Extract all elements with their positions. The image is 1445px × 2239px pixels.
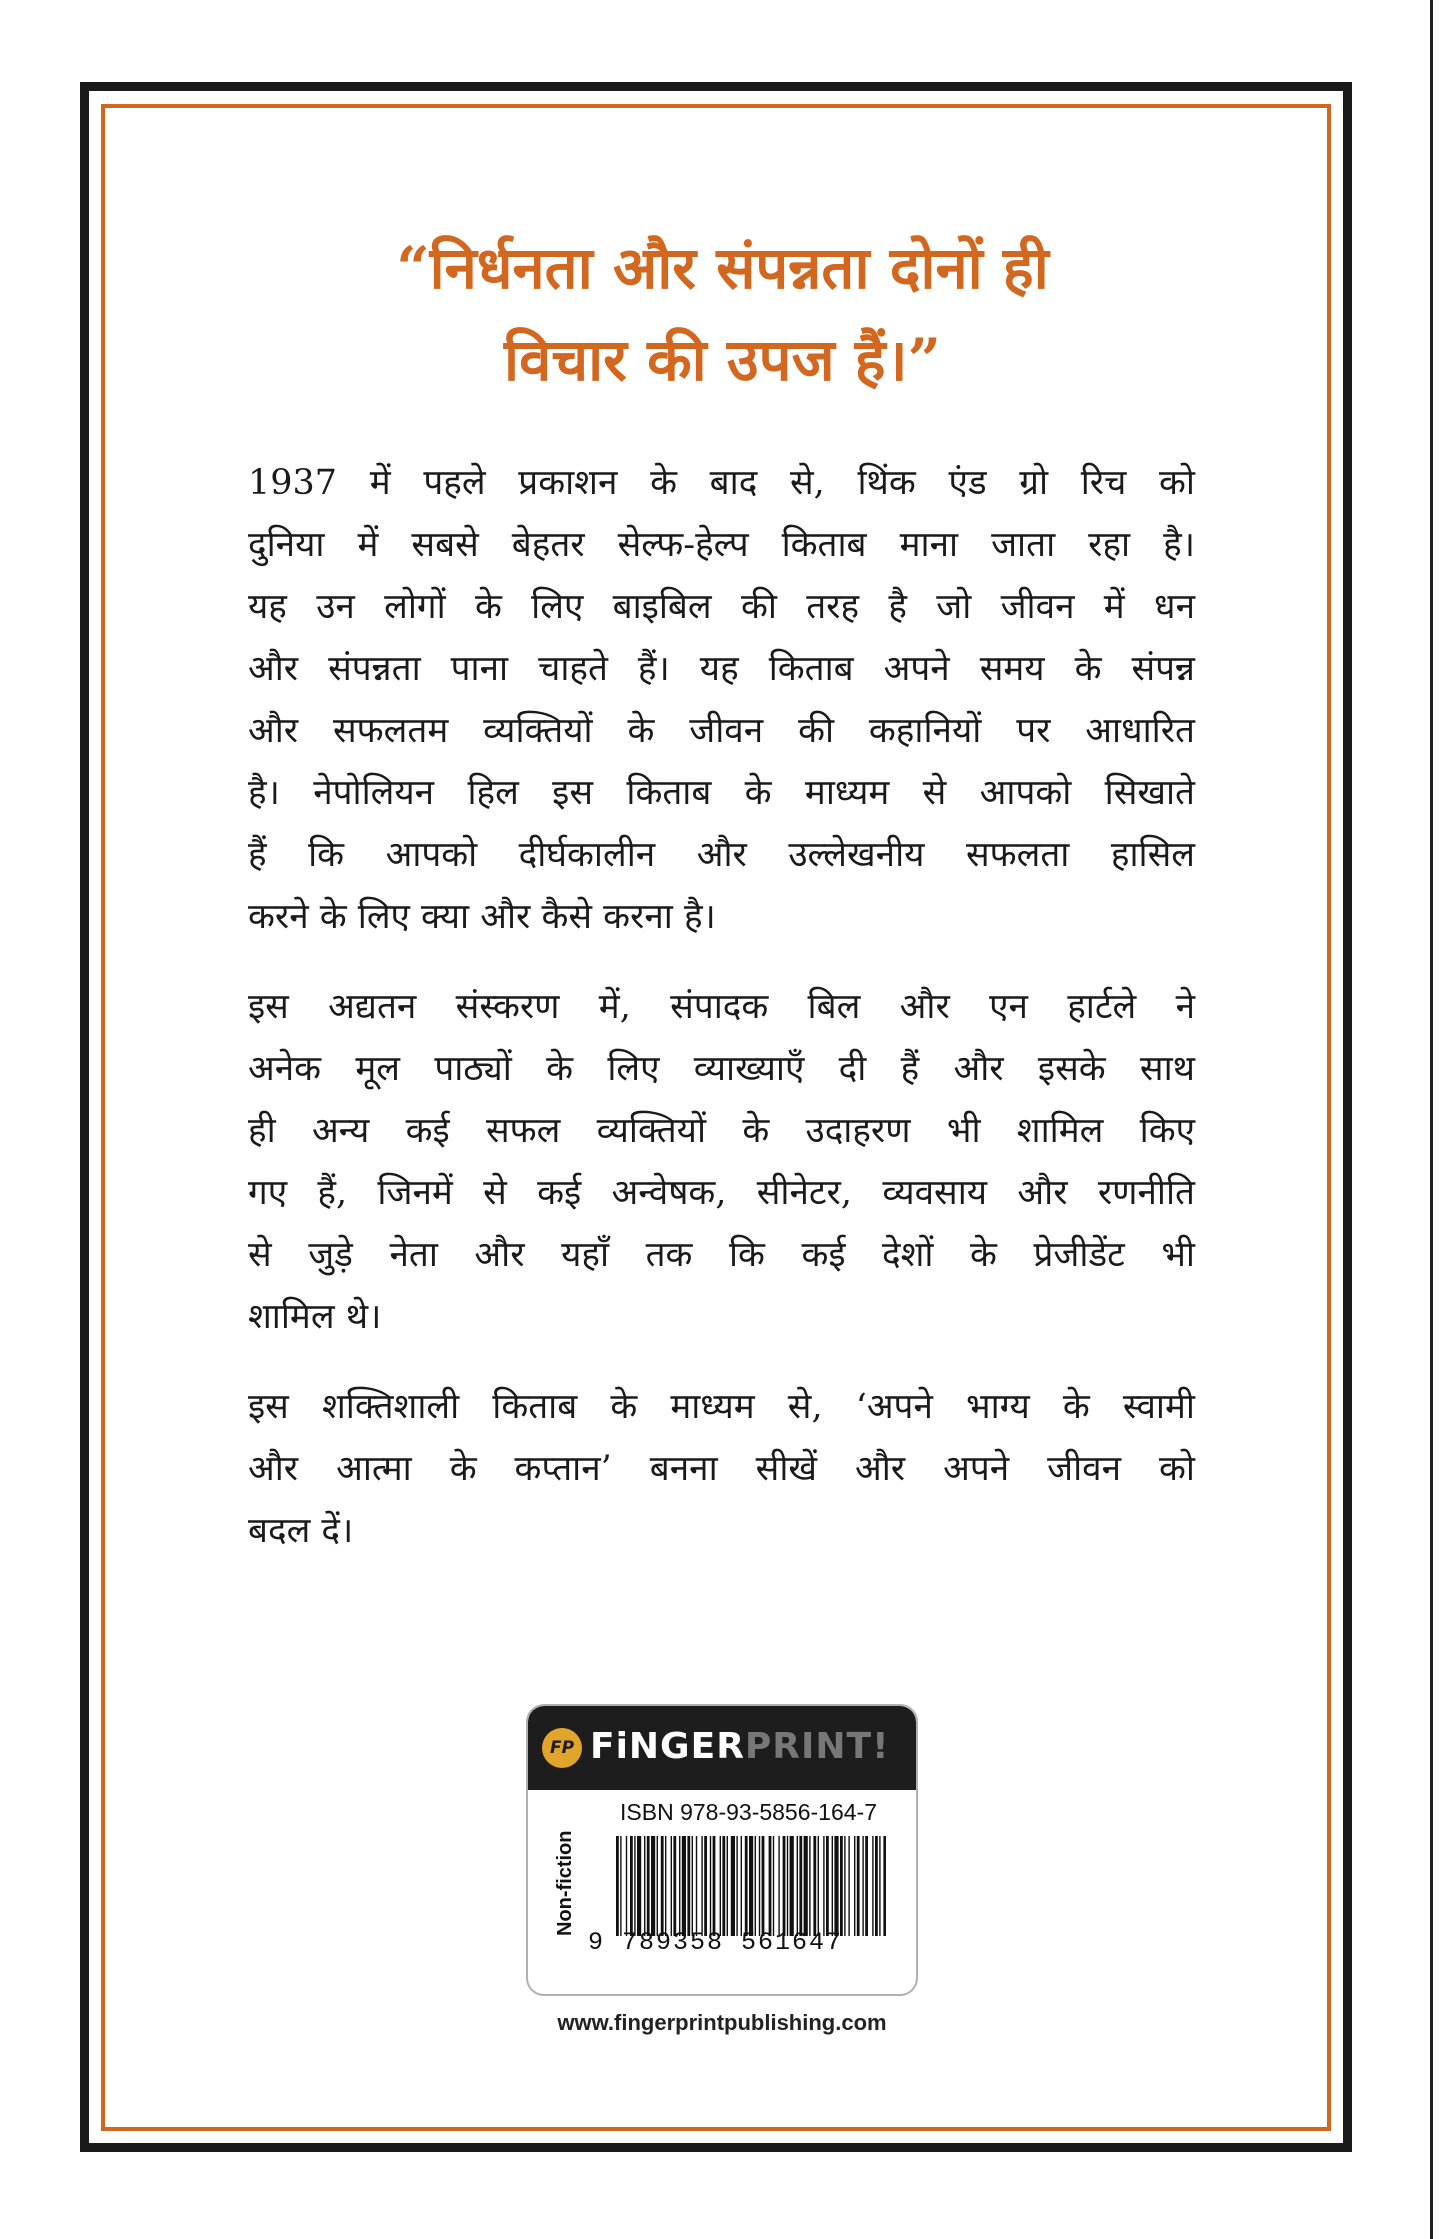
barcode-bar — [634, 1836, 635, 1936]
barcode-bar — [818, 1836, 819, 1936]
barcode-bar — [679, 1836, 680, 1936]
text-line: शामिल थे। — [248, 1297, 382, 1337]
barcode-bar — [644, 1836, 645, 1936]
barcode-bar — [797, 1836, 798, 1936]
barcode-bar — [875, 1836, 878, 1936]
text-line: से जुड़े नेता और यहाँ तक कि कई देशों के प्रेजीडेंट भी — [248, 1235, 1195, 1275]
barcode-digits: 9 789358 561647 — [588, 1928, 844, 1957]
paragraph-3 — [248, 1376, 1195, 1562]
barcode-bar — [862, 1836, 863, 1936]
paragraph-2 — [248, 976, 1195, 1348]
barcode-bar — [844, 1836, 845, 1936]
barcode-bar — [736, 1836, 737, 1936]
barcode-bar — [762, 1836, 765, 1936]
barcode-bar — [809, 1836, 810, 1936]
barcode-bar — [832, 1836, 833, 1936]
text-line: करने के लिए क्या और कैसे करना है। — [248, 897, 716, 937]
barcode-bar — [804, 1836, 808, 1936]
barcode-bar — [720, 1836, 721, 1936]
barcode-bar — [671, 1836, 672, 1936]
barcode-card — [526, 1704, 918, 1996]
barcode-bar — [657, 1836, 658, 1936]
barcode-bar — [701, 1836, 702, 1936]
text-line: यह उन लोगों के लिए बाइबिल की तरह है जो जीवन में धन — [248, 587, 1195, 627]
text-line: अनेक मूल पाठ्यों के लिए व्याख्याएँ दी हैं और इसके साथ — [248, 1049, 1195, 1089]
barcode-bar — [749, 1836, 753, 1936]
barcode-bar — [857, 1836, 860, 1936]
text-line: हैं कि आपको दीर्घकालीन और उल्लेखनीय सफलता हासिल — [248, 835, 1195, 875]
text-line: और आत्मा के कप्तान’ बनना सीखें और अपने जीवन को — [248, 1449, 1195, 1489]
barcode-bar — [883, 1836, 886, 1936]
publisher-logo — [528, 1706, 916, 1790]
publisher-website: www.fingerprintpublishing.com — [557, 2010, 887, 2035]
barcode-bar — [626, 1836, 627, 1936]
barcode-bar — [840, 1836, 843, 1936]
barcode-bar — [778, 1836, 779, 1936]
barcode-bar — [826, 1836, 829, 1936]
barcode-bar — [692, 1836, 693, 1936]
barcode-bar — [834, 1836, 838, 1936]
barcode-bar — [704, 1836, 707, 1936]
barcode-bar — [865, 1836, 868, 1936]
text-line: और संपन्नता पाना चाहते हैं। यह किताब अपने समय के संपन्न — [248, 649, 1195, 689]
text-line: दुनिया में सबसे बेहतर सेल्फ-हेल्प किताब माना जाता रहा है। — [248, 525, 1195, 565]
fingerprint-logo-icon: FP — [542, 1728, 582, 1768]
paragraph-1 — [248, 452, 1195, 948]
barcode-bar — [722, 1836, 725, 1936]
barcode-bar — [630, 1836, 633, 1936]
barcode-bar — [620, 1836, 621, 1936]
barcode-bar — [731, 1836, 735, 1936]
barcode-bar — [637, 1836, 641, 1936]
barcode-bar — [769, 1836, 772, 1936]
barcode-bar — [741, 1836, 742, 1936]
genre-label: Non-fiction — [554, 1830, 576, 1936]
barcode-bar — [687, 1836, 690, 1936]
barcode-bar — [759, 1836, 760, 1936]
barcode-bar — [682, 1836, 686, 1936]
barcode-bar — [673, 1836, 676, 1936]
text-line: इस शक्तिशाली किताब के माध्यम से, ‘अपने भाग्य के स्वामी — [248, 1387, 1195, 1427]
barcode-bar — [647, 1836, 650, 1936]
text-line: बदल दें। — [248, 1511, 354, 1551]
barcode-bar — [755, 1836, 756, 1936]
barcode-bar — [783, 1836, 786, 1936]
text-line: इस अद्यतन संस्करण में, संपादक बिल और एन हार्टले ने — [248, 987, 1195, 1027]
barcode-bar — [727, 1836, 728, 1936]
barcode — [616, 1836, 886, 1936]
barcode-bar — [665, 1836, 666, 1936]
text-line: और सफलतम व्यक्तियों के जीवन की कहानियों पर आधारित — [248, 711, 1195, 751]
barcode-bar — [696, 1836, 697, 1936]
publisher-name: FiNGERPRINT! — [590, 1726, 890, 1767]
barcode-bar — [710, 1836, 711, 1936]
text-line: 1937 में पहले प्रकाशन के बाद से, थिंक एंड ग्रो रिच को — [248, 463, 1195, 503]
quote-line-1: “निर्धनता और संपन्नता दोनों ही — [396, 234, 1049, 302]
text-line: है। नेपोलियन हिल इस किताब के माध्यम से आपको सिखाते — [248, 773, 1195, 813]
barcode-bar — [879, 1836, 880, 1936]
barcode-bar — [616, 1836, 619, 1936]
barcode-bar — [745, 1836, 748, 1936]
text-line: गए हैं, जिनमें से कई अन्वेषक, सीनेटर, व्यवसाय और रणनीति — [248, 1173, 1195, 1213]
barcode-bar — [713, 1836, 716, 1936]
barcode-bar — [661, 1836, 664, 1936]
barcode-bar — [773, 1836, 774, 1936]
barcode-bar — [787, 1836, 788, 1936]
page-edge-line — [1430, 0, 1433, 2239]
text-line: ही अन्य कई सफल व्यक्तियों के उदाहरण भी शामिल किए — [248, 1111, 1195, 1151]
barcode-bar — [813, 1836, 816, 1936]
blurb-text — [248, 452, 1195, 1590]
barcode-bar — [823, 1836, 824, 1936]
isbn-text: ISBN 978-93-5856-164-7 — [620, 1799, 877, 1825]
barcode-bar — [848, 1836, 849, 1936]
headline-quote — [200, 222, 1245, 406]
barcode-bar — [790, 1836, 794, 1936]
barcode-bar — [651, 1836, 655, 1936]
barcode-bar — [854, 1836, 855, 1936]
barcode-bar — [872, 1836, 873, 1936]
quote-line-2: विचार की उपज हैं।” — [504, 326, 941, 394]
barcode-bar — [799, 1836, 802, 1936]
